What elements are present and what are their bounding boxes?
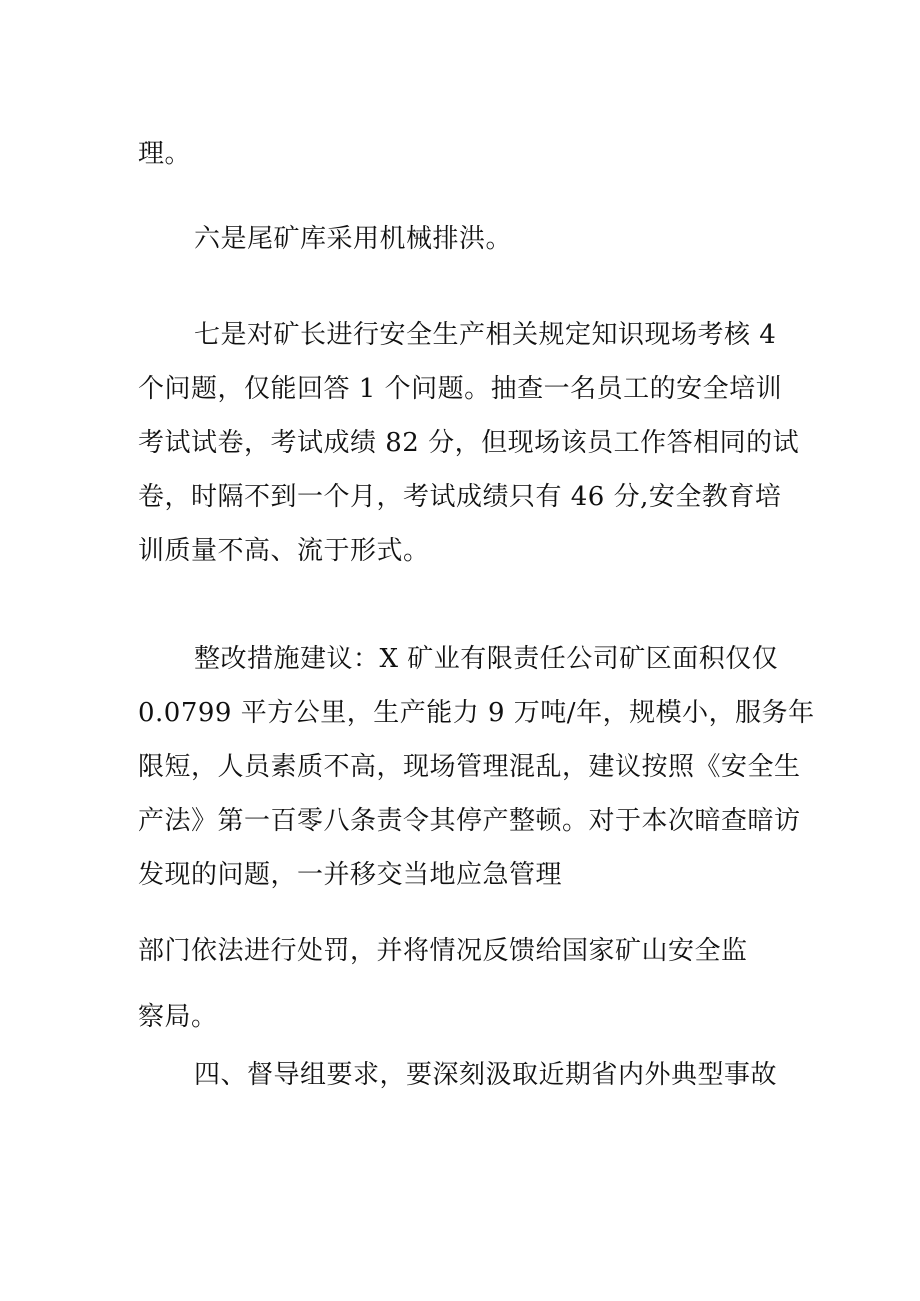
text-line-8: 整改措施建议：X 矿业有限责任公司矿区面积仅仅	[194, 644, 779, 674]
text-line-2: 六是尾矿库采用机械排洪。	[194, 224, 513, 254]
text-line-4: 个问题，仅能回答 1 个问题。抽查一名员工的安全培训	[138, 374, 783, 404]
text-line-6: 卷，时隔不到一个月，考试成绩只有 46 分,安全教育培	[138, 482, 782, 512]
text-line-3: 七是对矿长进行安全生产相关规定知识现场考核 4	[194, 320, 777, 350]
text-line-11: 产法》第一百零八条责令其停产整顿。对于本次暗查暗访	[138, 806, 801, 836]
text-line-1: 理。	[138, 139, 192, 169]
text-line-13: 部门依法进行处罚，并将情况反馈给国家矿山安全监	[138, 936, 748, 966]
text-line-9: 0.0799 平方公里，生产能力 9 万吨/年，规模小，服务年	[138, 698, 815, 728]
text-line-12: 发现的问题，一并移交当地应急管理	[138, 860, 563, 890]
text-line-10: 限短，人员素质不高，现场管理混乱，建议按照《安全生	[138, 752, 801, 782]
text-line-7: 训质量不高、流于形式。	[138, 536, 430, 566]
text-line-5: 考试试卷，考试成绩 82 分，但现场该员工作答相同的试	[138, 428, 800, 458]
text-line-15: 四、督导组要求，要深刻汲取近期省内外典型事故	[194, 1060, 778, 1090]
text-line-14: 察局。	[138, 1002, 218, 1032]
